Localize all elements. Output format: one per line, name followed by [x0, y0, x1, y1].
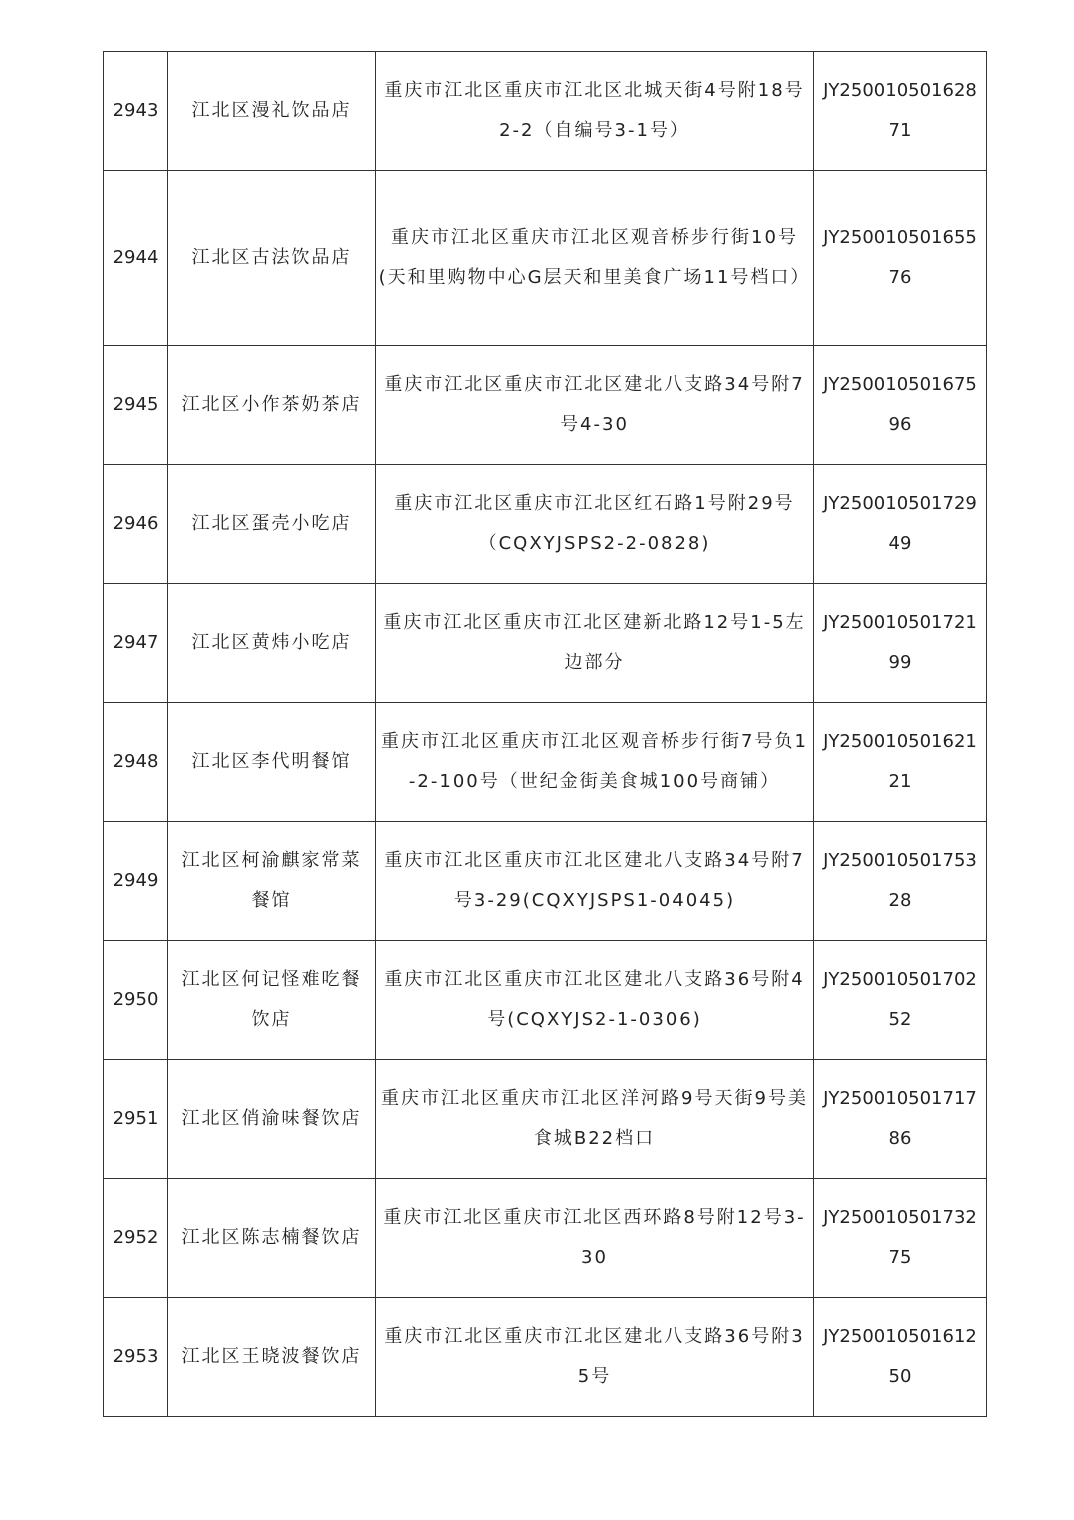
license-number: JY25001050172949	[814, 465, 987, 584]
table-row	[104, 52, 987, 171]
business-name: 江北区陈志楠餐饮店	[168, 1179, 376, 1298]
business-name: 江北区黄炜小吃店	[168, 584, 376, 703]
table-row	[104, 1179, 987, 1298]
row-number: 2946	[104, 465, 168, 584]
row-number: 2953	[104, 1298, 168, 1417]
table-row	[104, 465, 987, 584]
business-name: 江北区俏渝味餐饮店	[168, 1060, 376, 1179]
row-number: 2950	[104, 941, 168, 1060]
business-name: 江北区何记怪难吃餐饮店	[168, 941, 376, 1060]
row-number: 2944	[104, 171, 168, 346]
row-number: 2951	[104, 1060, 168, 1179]
business-address: 重庆市江北区重庆市江北区洋河路9号天街9号美食城B22档口	[376, 1060, 814, 1179]
license-number: JY25001050175328	[814, 822, 987, 941]
table-row	[104, 1298, 987, 1417]
license-number: JY25001050173275	[814, 1179, 987, 1298]
table-row	[104, 171, 987, 346]
row-number: 2952	[104, 1179, 168, 1298]
business-name: 江北区王晓波餐饮店	[168, 1298, 376, 1417]
table-row	[104, 703, 987, 822]
table-row	[104, 941, 987, 1060]
business-name: 江北区蛋壳小吃店	[168, 465, 376, 584]
business-name: 江北区古法饮品店	[168, 171, 376, 346]
license-number: JY25001050161250	[814, 1298, 987, 1417]
business-address: 重庆市江北区重庆市江北区建北八支路34号附7号3-29(CQXYJSPS1-04045)	[376, 822, 814, 941]
license-number: JY25001050172199	[814, 584, 987, 703]
business-address: 重庆市江北区重庆市江北区建新北路12号1-5左边部分	[376, 584, 814, 703]
business-address: 重庆市江北区重庆市江北区建北八支路36号附35号	[376, 1298, 814, 1417]
business-address: 重庆市江北区重庆市江北区建北八支路36号附4号(CQXYJS2-1-0306)	[376, 941, 814, 1060]
row-number: 2949	[104, 822, 168, 941]
business-address: 重庆市江北区重庆市江北区建北八支路34号附7号4-30	[376, 346, 814, 465]
business-address: 重庆市江北区重庆市江北区西环路8号附12号3-30	[376, 1179, 814, 1298]
row-number: 2943	[104, 52, 168, 171]
business-name: 江北区柯渝麒家常菜餐馆	[168, 822, 376, 941]
business-address: 重庆市江北区重庆市江北区红石路1号附29号（CQXYJSPS2-2-0828)	[376, 465, 814, 584]
business-name: 江北区小作茶奶茶店	[168, 346, 376, 465]
records-table	[103, 51, 987, 1417]
table-row	[104, 584, 987, 703]
license-number: JY25001050170252	[814, 941, 987, 1060]
license-number: JY25001050165576	[814, 171, 987, 346]
license-number: JY25001050171786	[814, 1060, 987, 1179]
table-row	[104, 822, 987, 941]
row-number: 2945	[104, 346, 168, 465]
table-row	[104, 346, 987, 465]
row-number: 2948	[104, 703, 168, 822]
business-address: 重庆市江北区重庆市江北区观音桥步行街10号(天和里购物中心G层天和里美食广场11号档口）	[376, 171, 814, 346]
license-number: JY25001050162121	[814, 703, 987, 822]
license-number: JY25001050162871	[814, 52, 987, 171]
row-number: 2947	[104, 584, 168, 703]
business-address: 重庆市江北区重庆市江北区观音桥步行街7号负1-2-100号（世纪金街美食城100号商铺）	[376, 703, 814, 822]
license-number: JY25001050167596	[814, 346, 987, 465]
business-name: 江北区漫礼饮品店	[168, 52, 376, 171]
business-name: 江北区李代明餐馆	[168, 703, 376, 822]
table-row	[104, 1060, 987, 1179]
business-address: 重庆市江北区重庆市江北区北城天街4号附18号2-2（自编号3-1号）	[376, 52, 814, 171]
